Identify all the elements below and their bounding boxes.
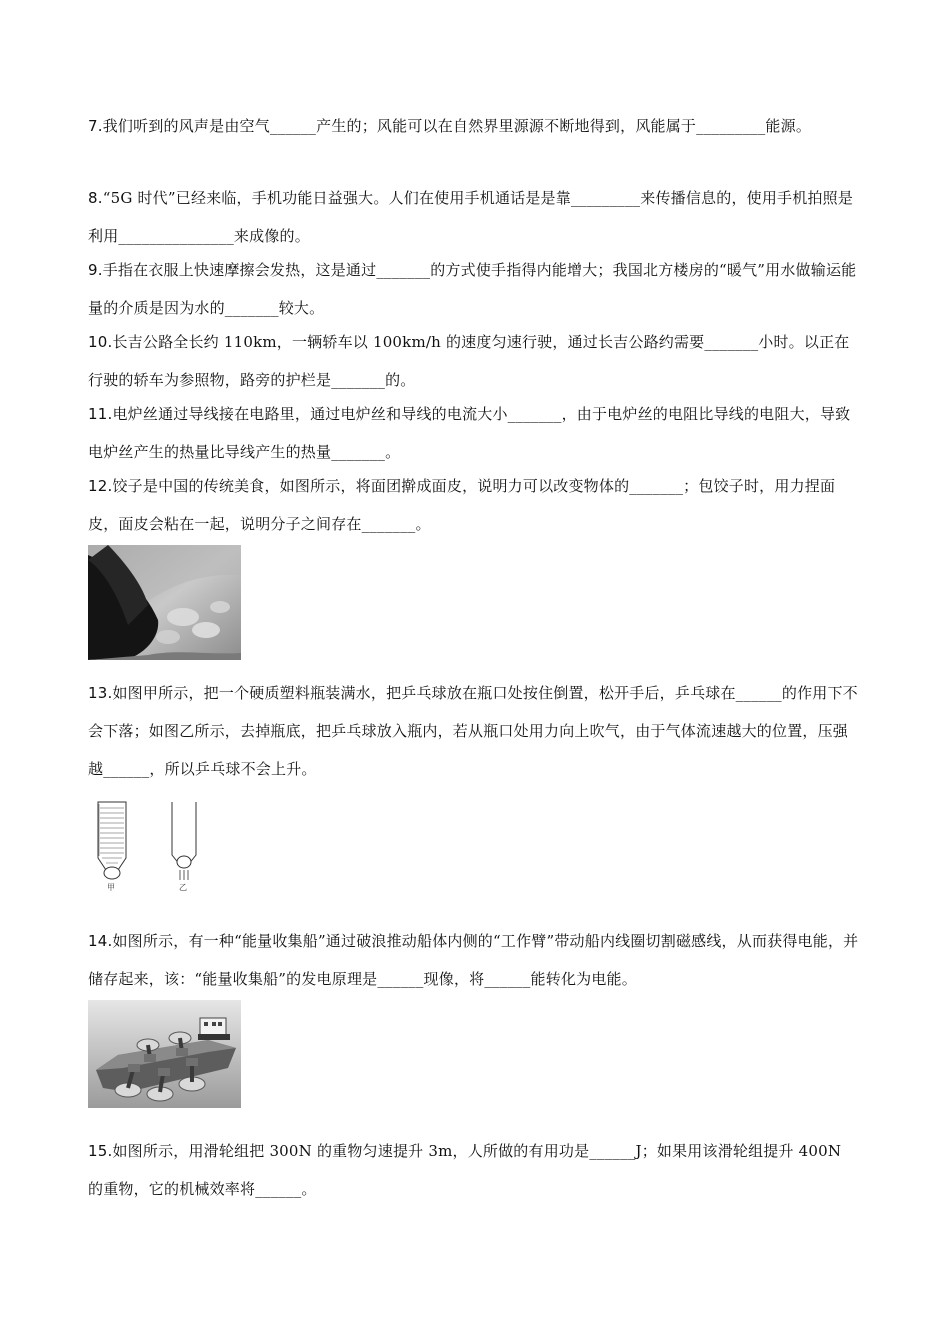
question-10 bbox=[88, 323, 860, 399]
dumpling-photo bbox=[88, 545, 241, 660]
question-8 bbox=[88, 179, 860, 255]
question-9 bbox=[88, 251, 860, 327]
bottle-yi bbox=[172, 802, 196, 892]
label-yi: 乙 bbox=[179, 883, 187, 892]
question-number: 13. bbox=[88, 684, 113, 702]
question-text: 如图所示，用滑轮组把 300N 的重物匀速提升 3m，人所做的有用功是______J；如果用该滑轮组提升 400N 的重物，它的机械效率将______。 bbox=[88, 1142, 842, 1198]
bottle-jia bbox=[98, 802, 126, 892]
question-number: 8. bbox=[88, 189, 103, 207]
question-14 bbox=[88, 922, 860, 998]
question-text: 电炉丝通过导线接在电路里，通过电炉丝和导线的电流大小_______，由于电炉丝的电阻比导线的电阻大，导致电炉丝产生的热量比导线产生的热量_______。 bbox=[88, 405, 851, 461]
question-text: 我们听到的风声是由空气______产生的；风能可以在自然界里源源不断地得到，风能属于_________能源。 bbox=[102, 117, 812, 135]
question-7 bbox=[88, 107, 860, 145]
question-text: 饺子是中国的传统美食，如图所示，将面团擀成面皮，说明力可以改变物体的_______；包饺子时，用力捏面皮，面皮会粘在一起，说明分子之间存在_______。 bbox=[88, 477, 836, 533]
energy-ship-figure bbox=[88, 1000, 241, 1108]
question-text: 长吉公路全长约 110km，一辆轿车以 100km/h 的速度匀速行驶，通过长吉公路约需要_______小时。以正在行驶的轿车为参照物，路旁的护栏是_______的。 bbox=[88, 333, 850, 389]
question-text: 如图甲所示，把一个硬质塑料瓶装满水，把乒乓球放在瓶口处按住倒置，松开手后，乒乓球在______的作用下不会下落；如图乙所示，去掉瓶底，把乒乓球放入瓶内，若从瓶口处用力向上吹气，由于气体流速越大的位置，压强越______，所以乒乓球不会上升。 bbox=[88, 684, 858, 778]
question-15 bbox=[88, 1132, 860, 1208]
bottle-figure bbox=[88, 800, 218, 895]
question-12 bbox=[88, 467, 860, 543]
question-13 bbox=[88, 674, 860, 788]
question-number: 10. bbox=[88, 333, 113, 351]
question-number: 12. bbox=[88, 477, 113, 495]
question-text: “5G 时代”已经来临，手机功能日益强大。人们在使用手机通话是是靠_________来传播信息的，使用手机拍照是利用_______________来成像的。 bbox=[88, 189, 854, 245]
question-number: 9. bbox=[88, 261, 103, 279]
question-text: 手指在衣服上快速摩擦会发热，这是通过_______的方式使手指得内能增大；我国北方楼房的“暖气”用水做输运能量的介质是因为水的_______较大。 bbox=[88, 261, 857, 317]
question-11 bbox=[88, 395, 860, 471]
question-text: 如图所示，有一种“能量收集船”通过破浪推动船体内侧的“工作臂”带动船内线圈切割磁感线，从而获得电能，并储存起来，该：“能量收集船”的发电原理是______现像，将______能转化为电能。 bbox=[88, 932, 859, 988]
label-jia: 甲 bbox=[107, 883, 115, 892]
question-number: 15. bbox=[88, 1142, 113, 1160]
question-number: 7. bbox=[88, 117, 103, 135]
question-number: 14. bbox=[88, 932, 113, 950]
question-number: 11. bbox=[88, 405, 113, 423]
